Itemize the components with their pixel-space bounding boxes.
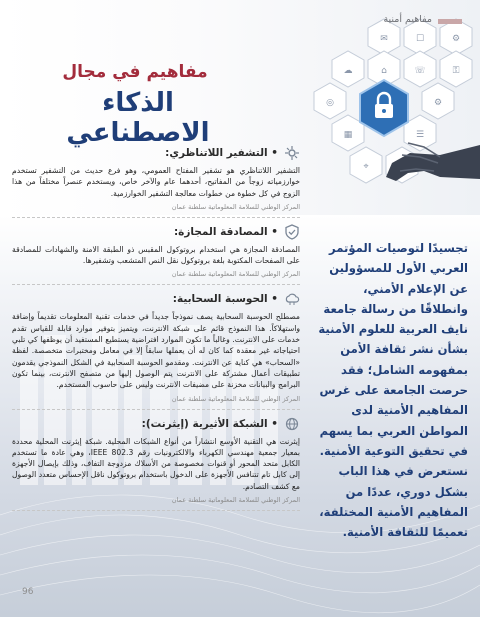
- svg-text:☰: ☰: [415, 130, 425, 140]
- svg-text:⌖: ⌖: [363, 162, 369, 172]
- article-asymmetric-encryption: [12, 145, 300, 218]
- article-cloud-computing: [12, 291, 300, 409]
- svg-text:▦: ▦: [343, 130, 353, 140]
- article-heading-text: • الشبكة الأثيرية (إيثرنت):: [141, 417, 278, 430]
- section-tag: مفاهيم أمنية: [383, 14, 432, 25]
- article-body: التشفير اللاتناظري هو تشفير المفتاح العمومي، وهو فرع حديث من التشفير تستخدم خوارزمياته زوجاً من المفاتيح، أحدهما عام والآخر خاص، ويستخدم عنصراً مختلفاً من هذا الزوج في كل خطوة من خطوات معالجة التشفير الخوارزمية.: [12, 166, 300, 198]
- article-ethernet: [12, 416, 300, 511]
- article-body: مصطلح الحوسبة السحابية يصف نموذجاً جديداً في خدمات تقنية المعلومات تقديماً وإضافة واستهلاكاً. هذا النموذج قائم على شبكة الانترنت، ويتميز بتوفير موارد قابلة للقياس تقدم خدمات على الانترنت. وغالباً ما تكون الموارد افتراضية يستطيع المستفيد أن يوظفها كي تلبي احتياجاته غير معقدة كما كان له أن يعملها سابقاً إلا في معامل ومختبرات متخصصة. لفظة «السحاب» هي كناية عن الانترنت. ومقدمو الحوسبة السحابية في الشكل النموذجي يقدمون تطبيقات أعمال مشتركة على الانترنت يتم الوصول إليها من متصفح الانترنت، بينما تكون البرامج والبيانات مخزنة على مضيفات الانترنت وليس على حاسوب المستخدم.: [12, 312, 300, 390]
- svg-text:⚙: ⚙: [433, 98, 443, 108]
- svg-text:◎: ◎: [326, 98, 334, 108]
- intro-side-text: تجسيدًا لتوصيات المؤتمر العربي الأول للمسؤولين عن الإعلام الأمني، وانطلاقًا من رسالة جامعة نايف العربية للعلوم الأمنية بشأن نشر ثقافة الأمن بمفهومه الشامل؛ فقد حرصت الجامعة على غرس المفاهيم الأمنية لدى المواطن العربي بما يسهم في تحقيق التوعية الأمنية. نستعرض في هذا الباب بشكل دوري، عددًا من المفاهيم الأمنية المختلفة، تعميمًا للثقافة الأمنية.: [318, 241, 468, 540]
- article-heading: [12, 224, 300, 240]
- svg-text:⚙: ⚙: [451, 34, 461, 44]
- article-heading: [12, 291, 300, 307]
- page-title: الذكاء الاصطناعي: [66, 88, 210, 148]
- article-body: المصادقة المجازة هي استخدام بروتوكول المقبس ذو الطبقة الامنة والشهادات للمصادقة على الصفحات المكتوبة بلغة بروتوكول نقل النص المتشعب وتشفيرها.: [12, 244, 300, 266]
- articles-column: [12, 145, 300, 517]
- page-number: 96: [22, 587, 34, 597]
- svg-text:⚿: ⚿: [452, 66, 460, 76]
- cloud-network-icon: [284, 291, 300, 307]
- network-gear-icon: [284, 145, 300, 161]
- article-authorized-authentication: [12, 224, 300, 286]
- svg-text:⌂: ⌂: [381, 66, 387, 76]
- article-heading: [12, 416, 300, 432]
- article-source: المركز الوطني للسلامة المعلوماتية سلطنة عمان: [12, 270, 300, 285]
- title-line1: مفاهيم في مجال: [62, 62, 208, 82]
- article-heading-text: • الحوسبة السحابية:: [172, 293, 278, 306]
- robot-hand-illustration: [300, 85, 480, 205]
- article-source: المركز الوطني للسلامة المعلوماتية سلطنة عمان: [12, 496, 300, 511]
- svg-text:☐: ☐: [415, 34, 425, 44]
- article-source: المركز الوطني للسلامة المعلوماتية سلطنة عمان: [12, 395, 300, 410]
- article-heading: [12, 145, 300, 161]
- article-heading-text: • التشفير اللاتناظري:: [165, 147, 278, 159]
- article-heading-text: • المصادقة المجازة:: [173, 225, 278, 238]
- svg-text:☏: ☏: [414, 66, 426, 76]
- svg-text:✉: ✉: [380, 34, 388, 44]
- section-tag-bar: [438, 19, 462, 24]
- svg-text:☁: ☁: [343, 66, 353, 76]
- article-body: إيثرنت هي التقنية الأوسع انتشاراً من أنواع الشبكات المحلية. شبكة إيثرنت المحلية محددة بمعيار جمعية مهندسي الكهرباء والالكترونيات رقم IEEE 802.3، وهي عادة ما تستخدم الكابل متحد المحور أو قنوات مخصوصة من الأسلاك مزدوجة التفاف، وذلك بإيصال الأجهزة إلى كابل تام تتنافس الأجهزة على الدخول باستخدام بروتوكول ناقل الإحساس متعدد الوصول مع كشف التصادم.: [12, 436, 300, 491]
- shield-check-icon: [284, 224, 300, 240]
- gear-globe-icon: [284, 416, 300, 432]
- article-source: المركز الوطني للسلامة المعلوماتية سلطنة عمان: [12, 203, 300, 218]
